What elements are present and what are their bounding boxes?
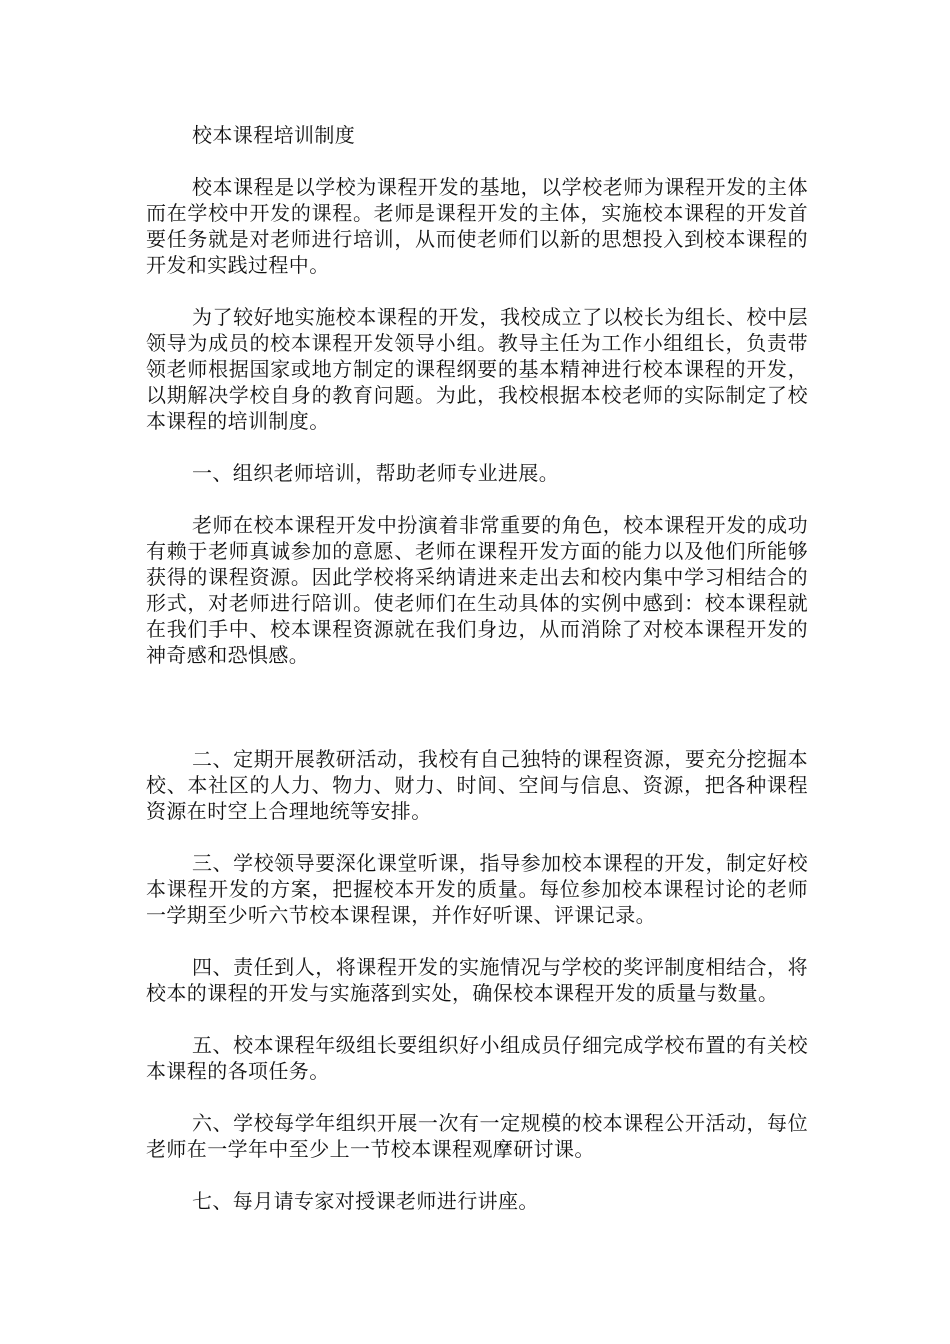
- section-6-paragraph: 六、学校每学年组织开展一次有一定规模的校本课程公开活动，每位老师在一学年中至少上一节校本课程观摩研讨课。: [146, 1111, 808, 1161]
- document-body: [146, 122, 808, 1214]
- section-1-paragraph: 老师在校本课程开发中扮演着非常重要的角色，校本课程开发的成功有赖于老师真诚参加的意愿、老师在课程开发方面的能力以及他们所能够获得的课程资源。因此学校将采纳请进来走出去和校内集中学习相结合的形式，对老师进行陪训。使老师们在生动具体的实例中感到：校本课程就在我们手中、校本课程资源就在我们身边，从而消除了对校本课程开发的神奇感和恐惧感。: [146, 513, 808, 667]
- section-4-paragraph: 四、责任到人，将课程开发的实施情况与学校的奖评制度相结合，将校本的课程的开发与实施落到实处，确保校本课程开发的质量与数量。: [146, 955, 808, 1005]
- section-5-paragraph: 五、校本课程年级组长要组织好小组成员仔细完成学校布置的有关校本课程的各项任务。: [146, 1033, 808, 1083]
- background-paragraph: 为了较好地实施校本课程的开发，我校成立了以校长为组长、校中层领导为成员的校本课程开发领导小组。教导主任为工作小组组长，负责带领老师根据国家或地方制定的课程纲要的基本精神进行校本课程的开发，以期解决学校自身的教育问题。为此，我校根据本校老师的实际制定了校本课程的培训制度。: [146, 305, 808, 433]
- intro-paragraph: 校本课程是以学校为课程开发的基地，以学校老师为课程开发的主体而在学校中开发的课程。老师是课程开发的主体，实施校本课程的开发首要任务就是对老师进行培训，从而使老师们以新的思想投入到校本课程的开发和实践过程中。: [146, 175, 808, 277]
- section-2-paragraph: 二、定期开展教研活动，我校有自己独特的课程资源，要充分挖掘本校、本社区的人力、物力、财力、时间、空间与信息、资源，把各种课程资源在时空上合理地统等安排。: [146, 747, 808, 823]
- section-heading-1: 一、组织老师培训，帮助老师专业进展。: [192, 461, 560, 485]
- section-3-paragraph: 三、学校领导要深化课堂听课，指导参加校本课程的开发，制定好校本课程开发的方案，把握校本开发的质量。每位参加校本课程讨论的老师一学期至少听六节校本课程课，并作好听课、评课记录。: [146, 851, 808, 927]
- document-title: 校本课程培训制度: [192, 123, 356, 147]
- section-7-paragraph: 七、每月请专家对授课老师进行讲座。: [192, 1189, 539, 1213]
